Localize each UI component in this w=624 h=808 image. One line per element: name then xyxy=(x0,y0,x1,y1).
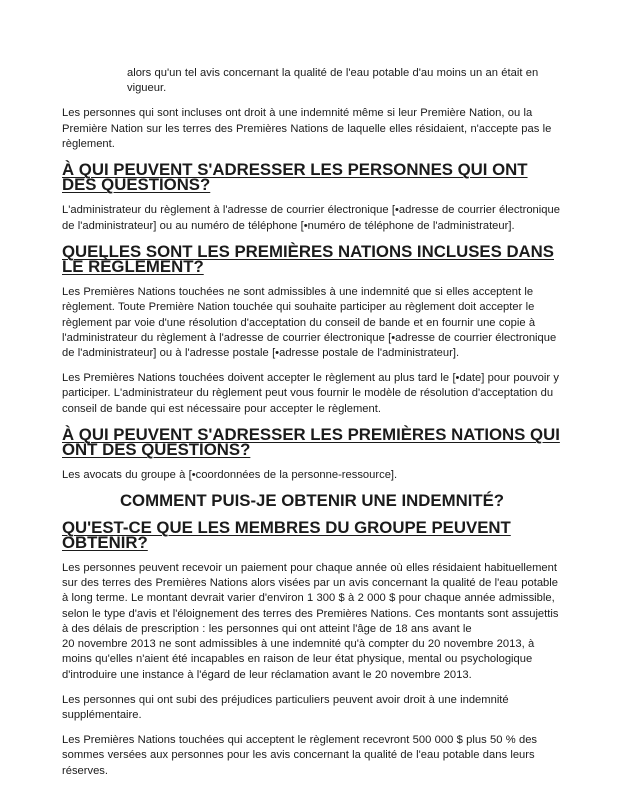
section-heading-what-members-can-obtain: QU'EST-CE QUE LES MEMBRES DU GROUPE PEUVENT OBTENIR? xyxy=(62,517,511,552)
paragraph-administrator-contact: L'administrateur du règlement à l'adresse de courrier électronique [•adresse de courrier électronique de l'administrateur] ou au numéro de téléphone [•numéro de téléphone de l'administrateur]. xyxy=(62,204,560,232)
paragraph-specified-injuries: Les personnes qui ont subi des préjudices particuliers peuvent avoir droit à une indemnité supplémentaire. xyxy=(62,693,509,721)
paragraph-individual-entitlement: Les personnes qui sont incluses ont droit à une indemnité même si leur Première Nation, ou la Première Nation sur les terres des Premières Nations de laquelle elles résidaient, n'accepte pas le règlement. xyxy=(62,107,552,150)
paragraph-first-nations-payment: Les Premières Nations touchées qui acceptent le règlement recevront 500 000 $ plus 50 % des sommes versées aux personnes pour les avis concernant la qualité de l'eau potable dans leurs réserves. xyxy=(62,734,538,777)
continuation-paragraph: alors qu'un tel avis concernant la qualité de l'eau potable d'au moins un an était en vigueur. xyxy=(127,67,539,95)
paragraph-first-nations-acceptance: Les Premières Nations touchées ne sont admissibles à une indemnité que si elles acceptent le règlement. Toute Première Nation touchée qui souhaite participer au règlement doit accepter le règlement par voie d'une résolution d'acceptation du conseil de bande et en fournir une copie à l'administrateur du règlement à l'adresse de courrier électronique [•adresse de courrier électronique de l'administrateur] ou à l'adresse postale [•adresse postale de l'administrateur]. xyxy=(62,286,557,360)
section-heading-first-nations-included: QUELLES SONT LES PREMIÈRES NATIONS INCLUSES DANS LE RÈGLEMENT? xyxy=(62,241,554,277)
centered-heading-how-to-obtain-compensation: COMMENT PUIS-JE OBTENIR UNE INDEMNITÉ? xyxy=(119,491,505,511)
paragraph-payment-amounts: Les personnes peuvent recevoir un paiement pour chaque année où elles résidaient habituellement sur des terres des Premières Nations alors visées par un avis concernant la qualité de l'eau potable à long terme. Le montant devrait varier d'environ 1 300 $ à 2 000 $ pour chaque année admissible, selon le type d'avis et l'éloignement des terres des Premières Nations. Ces montants sont assujettis à des délais de prescription : les personnes qui ont atteint l'âge de 18 ans avant le 20 novembre 2013 ne sont admissibles à une indemnité qu'à compter du 20 novembre 2013, à moins qu'elles n'aient été incapables en raison de leur état physique, mental ou psychologique d'introduire une instance à l'égard de leur réclamation avant le 20 novembre 2013. xyxy=(62,562,559,681)
paragraph-class-counsel-contact: Les avocats du groupe à [•coordonnées de la personne-ressource]. xyxy=(62,469,398,482)
section-heading-questions-first-nations: À QUI PEUVENT S'ADRESSER LES PREMIÈRES NATIONS QUI ONT DES QUESTIONS? xyxy=(62,424,560,460)
section-heading-questions-persons: À QUI PEUVENT S'ADRESSER LES PERSONNES QUI ONT DES QUESTIONS? xyxy=(62,160,528,195)
paragraph-acceptance-deadline: Les Premières Nations touchées doivent accepter le règlement au plus tard le [•date] pour pouvoir y participer. L'administrateur du règlement peut vous fournir le modèle de résolution d'acceptation du conseil de bande qui est nécessaire pour accepter le règlement. xyxy=(62,372,559,415)
